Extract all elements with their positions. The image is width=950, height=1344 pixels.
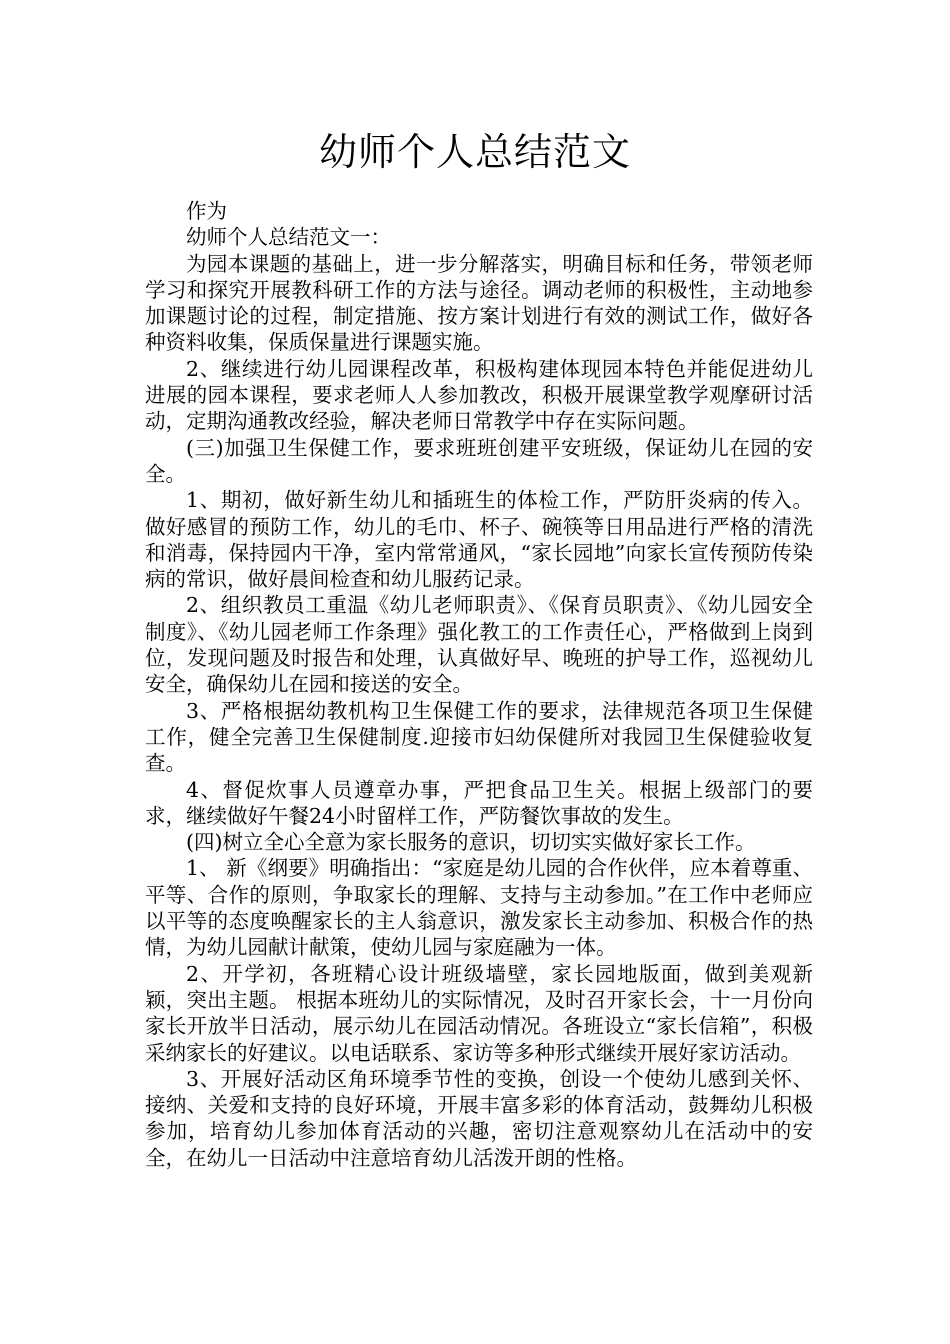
paragraph: 2、开学初，各班精心设计班级墙壁，家长园地版面，做到美观新颖，突出主题。 根据本班幼儿的实际情况，及时召开家长会，十一月份向家长开放半日活动，展示幼儿在园活动情况。各班设立“家长信箱”，积极采纳家长的好建议。以电话联系、家访等多种形式继续开展好家访活动。 xyxy=(145,961,813,1065)
document-body xyxy=(145,198,813,1171)
paragraph: 2、继续进行幼儿园课程改革，积极构建体现园本特色并能促进幼儿进展的园本课程，要求老师人人参加教改，积极开展课堂教学观摩研讨活动，定期沟通教改经验，解决老师日常教学中存在实际问题。 xyxy=(145,356,813,434)
paragraph: 为园本课题的基础上，进一步分解落实，明确目标和任务，带领老师学习和探究开展教科研工作的方法与途径。调动老师的积极性，主动地参加课题讨论的过程，制定措施、按方案计划进行有效的测试工作，做好各种资料收集，保质保量进行课题实施。 xyxy=(145,251,813,355)
paragraph: 4、督促炊事人员遵章办事，严把食品卫生关。根据上级部门的要求，继续做好午餐24小时留样工作，严防餐饮事故的发生。 xyxy=(145,777,813,828)
paragraph: 作为 xyxy=(186,199,227,223)
paragraph: 3、严格根据幼教机构卫生保健工作的要求，法律规范各项卫生保健工作，健全完善卫生保健制度.迎接市妇幼保健所对我园卫生保健验收复查。 xyxy=(145,698,813,776)
document-title: 幼师个人总结范文 xyxy=(318,130,631,174)
paragraph: (三)加强卫生保健工作，要求班班创建平安班级，保证幼儿在园的安全。 xyxy=(145,435,813,486)
paragraph: 1、期初，做好新生幼儿和插班生的体检工作，严防肝炎病的传入。做好感冒的预防工作，幼儿的毛巾、杯子、碗筷等日用品进行严格的清洗和消毒，保持园内干净，室内常常通风，“家长园地”向家长宣传预防传染病的常识，做好晨间检查和幼儿服药记录。 xyxy=(145,488,813,592)
paragraph: 1、 新《纲要》明确指出：“家庭是幼儿园的合作伙伴，应本着尊重、平等、合作的原则，争取家长的理解、支持与主动参加。”在工作中老师应以平等的态度唤醒家长的主人翁意识，激发家长主动参加、积极合作的热情，为幼儿园献计献策，使幼儿园与家庭融为一体。 xyxy=(145,856,813,960)
paragraph: (四)树立全心全意为家长服务的意识，切切实实做好家长工作。 xyxy=(186,830,756,855)
paragraph: 3、开展好活动区角环境季节性的变换，创设一个使幼儿感到关怀、接纳、关爱和支持的良好环境，开展丰富多彩的体育活动，鼓舞幼儿积极参加，培育幼儿参加体育活动的兴趣，密切注意观察幼儿在活动中的安全，在幼儿一日活动中注意培育幼儿活泼开朗的性格。 xyxy=(145,1066,813,1170)
paragraph: 幼师个人总结范文一： xyxy=(186,225,391,250)
paragraph: 2、组织教员工重温《幼儿老师职责》、《保育员职责》、《幼儿园安全制度》、《幼儿园老师工作条理》强化教工的工作责任心，严格做到上岗到位，发现问题及时报告和处理，认真做好早、晚班的护导工作，巡视幼儿安全，确保幼儿在园和接送的安全。 xyxy=(145,593,813,697)
